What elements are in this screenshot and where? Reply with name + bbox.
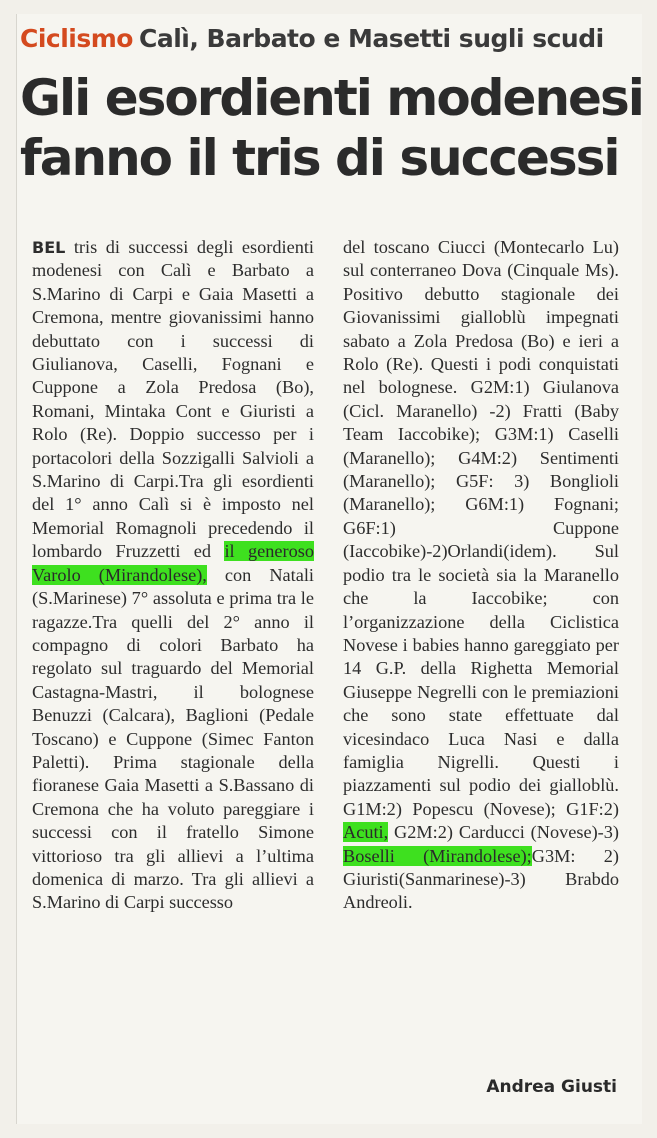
body-text: con Natali (S.Marinese) 7° assoluta e prima tra le ragazze.Tra quelli del 2° anno il compagno di colori Barbato ha regolato sul traguardo del Memorial Castagna-Mastri, il bolognese Benuzzi (Calcara), Baglioni (Pedale Toscano) e Cuppone (Simec Fanton Paletti). Prima stagionale della fioranese Gaia Masetti a S.Bassano di Cremona che ha voluto pareggiare i successi con il fratello Simone vittorioso tra gli allievi a l’ultima domenica di marzo. Tra gli allievi a S.Marino di Carpi successo <box>32 564 314 913</box>
article-column-left <box>32 236 314 915</box>
headline-line-1: Gli esordienti modenesi <box>20 69 643 127</box>
body-text: G2M:2) Carducci (Novese)-3) <box>388 822 619 843</box>
highlighted-text: Boselli (Mirandolese); <box>343 845 532 866</box>
body-text: tris di successi degli esordienti modenesi con Calì e Barbato a S.Marino di Carpi e Gaia Masetti a Cremona, mentre giovanissimi hanno debuttato con i successi di Giulianova, Caselli, Fognani e Cuppone a Zola Predosa (Bo), Romani, Mintaka Cont e Giuristi a Rolo (Re). Doppio successo per i portacolori della Sozzigalli Salvioli a S.Marino di Carpi.Tra gli esordienti del 1° anno Calì si è imposto nel Memorial Romagnoli precedendo il lombardo Fruzzetti ed <box>32 237 314 562</box>
headline-line-2: fanno il tris di successi <box>20 129 619 187</box>
author-byline: Andrea Giusti <box>486 1077 617 1097</box>
section-rubric: Ciclismo <box>20 24 133 53</box>
lead-word: BEL <box>32 238 66 257</box>
kicker-text: Calì, Barbato e Masetti sugli scudi <box>138 24 604 53</box>
headline <box>20 68 643 188</box>
body-text: del toscano Ciucci (Montecarlo Lu) sul conterraneo Dova (Cinquale Ms). Positivo debutto stagionale dei Giovanissimi gialloblù impegnati sabato a Zola Predosa (Bo) e ieri a Rolo (Re). Questi i podi conquistati nel bolognese. G2M:1) Giulanova (Cicl. Maranello) -2) Fratti (Baby Team Iaccobike); G3M:1) Caselli (Maranello); G4M:2) Sentimenti (Maranello); G5F: 3) Bonglioli (Maranello); G6M:1) Fognani; G6F:1) Cuppone (Iaccobike)-2)Orlandi(idem). Sul podio tra le società sia la Maranello che la Iaccobike; con l’organizzazione della Ciclistica Novese i babies hanno gareggiato per 14 G.P. della Righetta Memorial Giuseppe Negrelli con le premiazioni che sono state effettuate dal vicesindaco Luca Nasi e dalla famiglia Nigrelli. Questi i piazzamenti sul podio dei gialloblù. G1M:2) Popescu (Novese); G1F:2) <box>343 237 619 819</box>
highlighted-text: il generoso Varolo (Mirandolese), <box>32 541 314 585</box>
kicker-line <box>20 24 604 53</box>
article-column-right <box>343 236 619 915</box>
highlighted-text: Acuti, <box>343 822 389 843</box>
body-text: G3M: 2) Giuristi(Sanmarinese)-3) Brabdo Andreoli. <box>343 845 619 913</box>
